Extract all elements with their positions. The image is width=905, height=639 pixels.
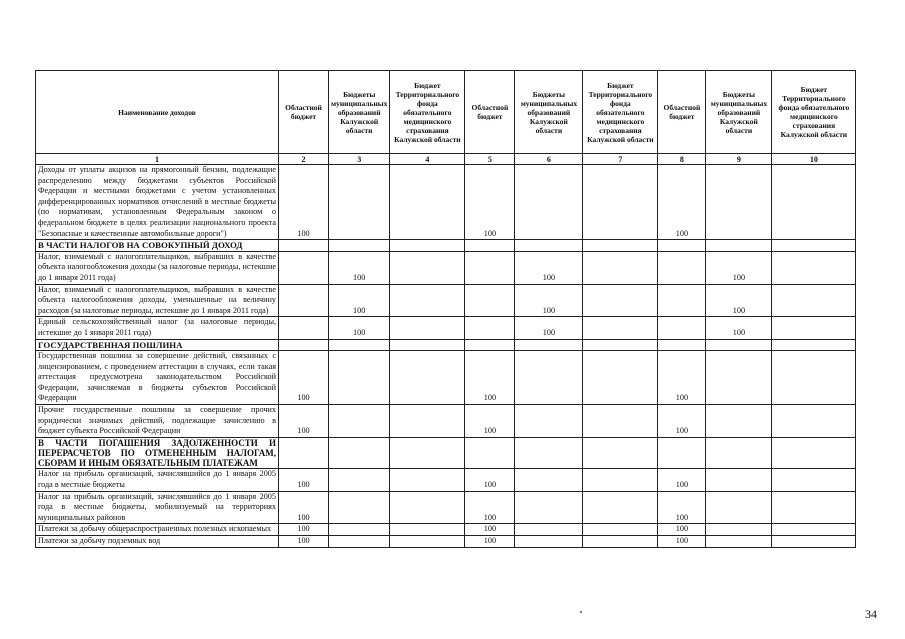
percent-cell: 100 xyxy=(329,284,390,317)
table-row xyxy=(36,284,856,317)
percent-cell xyxy=(329,405,390,438)
percent-cell xyxy=(390,536,465,548)
percent-cell: 100 xyxy=(515,317,583,339)
percent-cell: 100 xyxy=(658,351,706,405)
income-name-cell: Платежи за добычу общераспространенных полезных ископаемых xyxy=(36,524,279,536)
percent-cell xyxy=(583,251,658,284)
column-number: 10 xyxy=(772,154,856,165)
percent-cell xyxy=(583,351,658,405)
empty-cell xyxy=(772,437,856,469)
percent-cell: 100 xyxy=(465,405,515,438)
percent-cell: 100 xyxy=(465,165,515,240)
percent-cell: 100 xyxy=(465,351,515,405)
percent-cell: 100 xyxy=(515,251,583,284)
percent-cell xyxy=(465,284,515,317)
percent-cell: 100 xyxy=(658,405,706,438)
percent-cell xyxy=(772,251,856,284)
empty-cell xyxy=(583,339,658,351)
header-income-name: Наименование доходов xyxy=(36,71,279,154)
percent-cell xyxy=(515,165,583,240)
percent-cell xyxy=(772,284,856,317)
section-title: В ЧАСТИ ПОГАШЕНИЯ ЗАДОЛЖЕННОСТИ И ПЕРЕРАСЧЕТОВ ПО ОТМЕНЕННЫМ НАЛОГАМ, СБОРАМ И ИНЫМ ОБЯЗАТЕЛЬНЫМ ПЛАТЕЖАМ xyxy=(36,437,279,469)
header-regional-budget: Областной бюджет xyxy=(658,71,706,154)
revenue-distribution-table xyxy=(35,70,856,548)
percent-cell xyxy=(658,251,706,284)
percent-cell: 100 xyxy=(329,317,390,339)
percent-cell xyxy=(583,317,658,339)
table-row xyxy=(36,405,856,438)
header-municipal-budgets: Бюджеты муниципальных образований Калужской области xyxy=(706,71,772,154)
column-number: 4 xyxy=(390,154,465,165)
header-medical-fund: Бюджет Территориального фонда обязательного медицинского страхования Калужской области xyxy=(390,71,465,154)
empty-cell xyxy=(329,437,390,469)
percent-cell xyxy=(390,317,465,339)
section-row xyxy=(36,437,856,469)
percent-cell xyxy=(390,251,465,284)
table-row xyxy=(36,491,856,524)
table-row xyxy=(36,469,856,491)
empty-cell xyxy=(279,437,329,469)
section-title: ГОСУДАРСТВЕННАЯ ПОШЛИНА xyxy=(36,339,279,351)
table-body xyxy=(36,165,856,548)
percent-cell: 100 xyxy=(279,165,329,240)
table-row xyxy=(36,351,856,405)
percent-cell xyxy=(329,165,390,240)
percent-cell xyxy=(390,524,465,536)
header-municipal-budgets: Бюджеты муниципальных образований Калужской области xyxy=(329,71,390,154)
section-row xyxy=(36,240,856,252)
empty-cell xyxy=(772,240,856,252)
header-regional-budget: Областной бюджет xyxy=(465,71,515,154)
column-number: 8 xyxy=(658,154,706,165)
empty-cell xyxy=(772,339,856,351)
percent-cell: 100 xyxy=(706,284,772,317)
empty-cell xyxy=(515,339,583,351)
percent-cell xyxy=(279,317,329,339)
table-row xyxy=(36,165,856,240)
column-number: 5 xyxy=(465,154,515,165)
empty-cell xyxy=(390,339,465,351)
empty-cell xyxy=(329,339,390,351)
column-number: 1 xyxy=(36,154,279,165)
column-number: 2 xyxy=(279,154,329,165)
percent-cell xyxy=(515,491,583,524)
column-number: 9 xyxy=(706,154,772,165)
percent-cell xyxy=(329,524,390,536)
section-title: В ЧАСТИ НАЛОГОВ НА СОВОКУПНЫЙ ДОХОД xyxy=(36,240,279,252)
percent-cell xyxy=(583,284,658,317)
scan-artifact xyxy=(580,611,582,613)
empty-cell xyxy=(329,240,390,252)
percent-cell xyxy=(706,524,772,536)
empty-cell xyxy=(279,339,329,351)
percent-cell xyxy=(390,284,465,317)
percent-cell xyxy=(390,469,465,491)
percent-cell xyxy=(772,351,856,405)
percent-cell xyxy=(329,351,390,405)
income-name-cell: Налог, взимаемый с налогоплательщиков, выбравших в качестве объекта налогообложения доходы, уменьшенные на величину расходов (за налоговые периоды, истекшие до 1 января 2011 года) xyxy=(36,284,279,317)
income-name-cell: Государственная пошлина за совершение действий, связанных с лицензированием, с проведением аттестации в случаях, если такая аттестация предусмотрена законодательством Российской Федерации, зачисляемая в бюджеты субъектов Российской Федерации xyxy=(36,351,279,405)
percent-cell: 100 xyxy=(465,469,515,491)
percent-cell xyxy=(772,469,856,491)
percent-cell xyxy=(658,317,706,339)
percent-cell xyxy=(390,351,465,405)
empty-cell xyxy=(658,240,706,252)
percent-cell: 100 xyxy=(279,351,329,405)
empty-cell xyxy=(465,240,515,252)
percent-cell xyxy=(279,284,329,317)
column-number: 3 xyxy=(329,154,390,165)
income-name-cell: Налог, взимаемый с налогоплательщиков, выбравших в качестве объекта налогообложения доходы (за налоговые периоды, истекшие до 1 января 2011 года) xyxy=(36,251,279,284)
empty-cell xyxy=(279,240,329,252)
percent-cell xyxy=(772,165,856,240)
column-number: 6 xyxy=(515,154,583,165)
percent-cell xyxy=(706,351,772,405)
header-medical-fund: Бюджет Территориального фонда обязательного медицинского страхования Калужской области xyxy=(772,71,856,154)
column-number-row xyxy=(36,154,856,165)
income-name-cell: Единый сельскохозяйственный налог (за налоговые периоды, истекшие до 1 января 2011 года) xyxy=(36,317,279,339)
empty-cell xyxy=(515,437,583,469)
percent-cell xyxy=(772,524,856,536)
percent-cell xyxy=(279,251,329,284)
percent-cell: 100 xyxy=(658,165,706,240)
table-row xyxy=(36,536,856,548)
income-name-cell: Налог на прибыль организаций, зачислявшийся до 1 января 2005 года в местные бюджеты xyxy=(36,469,279,491)
percent-cell: 100 xyxy=(658,524,706,536)
header-regional-budget: Областной бюджет xyxy=(279,71,329,154)
empty-cell xyxy=(706,437,772,469)
percent-cell xyxy=(329,469,390,491)
percent-cell xyxy=(390,491,465,524)
percent-cell xyxy=(583,491,658,524)
percent-cell: 100 xyxy=(279,405,329,438)
percent-cell xyxy=(583,165,658,240)
percent-cell xyxy=(515,524,583,536)
header-medical-fund: Бюджет Территориального фонда обязательного медицинского страхования Калужской области xyxy=(583,71,658,154)
percent-cell xyxy=(658,284,706,317)
percent-cell: 100 xyxy=(658,491,706,524)
income-name-cell: Доходы от уплаты акцизов на прямогонный бензин, подлежащие распределению между бюджетами субъектов Российской Федерации и местными бюджетами с учетом установленных дифференцированных нормативов отчислений в местные бюджеты (по нормативам, установленным Федеральным законом о федеральном бюджете в целях реализации национального проекта "Безопасные и качественные автомобильные дороги") xyxy=(36,165,279,240)
table-row xyxy=(36,524,856,536)
percent-cell xyxy=(583,469,658,491)
percent-cell: 100 xyxy=(515,284,583,317)
percent-cell xyxy=(465,317,515,339)
percent-cell xyxy=(329,536,390,548)
percent-cell xyxy=(772,405,856,438)
percent-cell xyxy=(515,469,583,491)
percent-cell: 100 xyxy=(279,536,329,548)
empty-cell xyxy=(706,339,772,351)
empty-cell xyxy=(658,339,706,351)
empty-cell xyxy=(390,437,465,469)
section-row xyxy=(36,339,856,351)
percent-cell: 100 xyxy=(279,469,329,491)
percent-cell xyxy=(515,405,583,438)
empty-cell xyxy=(465,437,515,469)
percent-cell: 100 xyxy=(279,524,329,536)
percent-cell: 100 xyxy=(329,251,390,284)
percent-cell xyxy=(706,491,772,524)
percent-cell: 100 xyxy=(658,536,706,548)
percent-cell xyxy=(583,524,658,536)
empty-cell xyxy=(583,240,658,252)
percent-cell xyxy=(706,165,772,240)
empty-cell xyxy=(515,240,583,252)
percent-cell xyxy=(706,405,772,438)
percent-cell xyxy=(390,165,465,240)
percent-cell xyxy=(706,469,772,491)
header-municipal-budgets: Бюджеты муниципальных образований Калужской области xyxy=(515,71,583,154)
table-header-row xyxy=(36,71,856,154)
percent-cell xyxy=(515,536,583,548)
empty-cell xyxy=(706,240,772,252)
percent-cell xyxy=(515,351,583,405)
percent-cell xyxy=(390,405,465,438)
income-name-cell: Налог на прибыль организаций, зачислявшийся до 1 января 2005 года в местные бюджеты, мобилизуемый на территориях муниципальных районов xyxy=(36,491,279,524)
percent-cell xyxy=(583,405,658,438)
percent-cell xyxy=(583,536,658,548)
percent-cell xyxy=(772,491,856,524)
empty-cell xyxy=(465,339,515,351)
empty-cell xyxy=(390,240,465,252)
percent-cell xyxy=(465,251,515,284)
percent-cell xyxy=(772,317,856,339)
percent-cell: 100 xyxy=(465,491,515,524)
table-row xyxy=(36,251,856,284)
percent-cell: 100 xyxy=(706,317,772,339)
empty-cell xyxy=(583,437,658,469)
percent-cell xyxy=(329,491,390,524)
percent-cell: 100 xyxy=(658,469,706,491)
percent-cell xyxy=(772,536,856,548)
column-number: 7 xyxy=(583,154,658,165)
table-row xyxy=(36,317,856,339)
percent-cell: 100 xyxy=(465,524,515,536)
percent-cell: 100 xyxy=(465,536,515,548)
empty-cell xyxy=(658,437,706,469)
percent-cell: 100 xyxy=(706,251,772,284)
percent-cell: 100 xyxy=(279,491,329,524)
page-number: 34 xyxy=(865,607,877,621)
income-name-cell: Прочие государственные пошлины за совершение прочих юридически значимых действий, подлежащие зачислению в бюджет субъекта Российской Федерации xyxy=(36,405,279,438)
percent-cell xyxy=(706,536,772,548)
income-name-cell: Платежи за добычу подземных вод xyxy=(36,536,279,548)
